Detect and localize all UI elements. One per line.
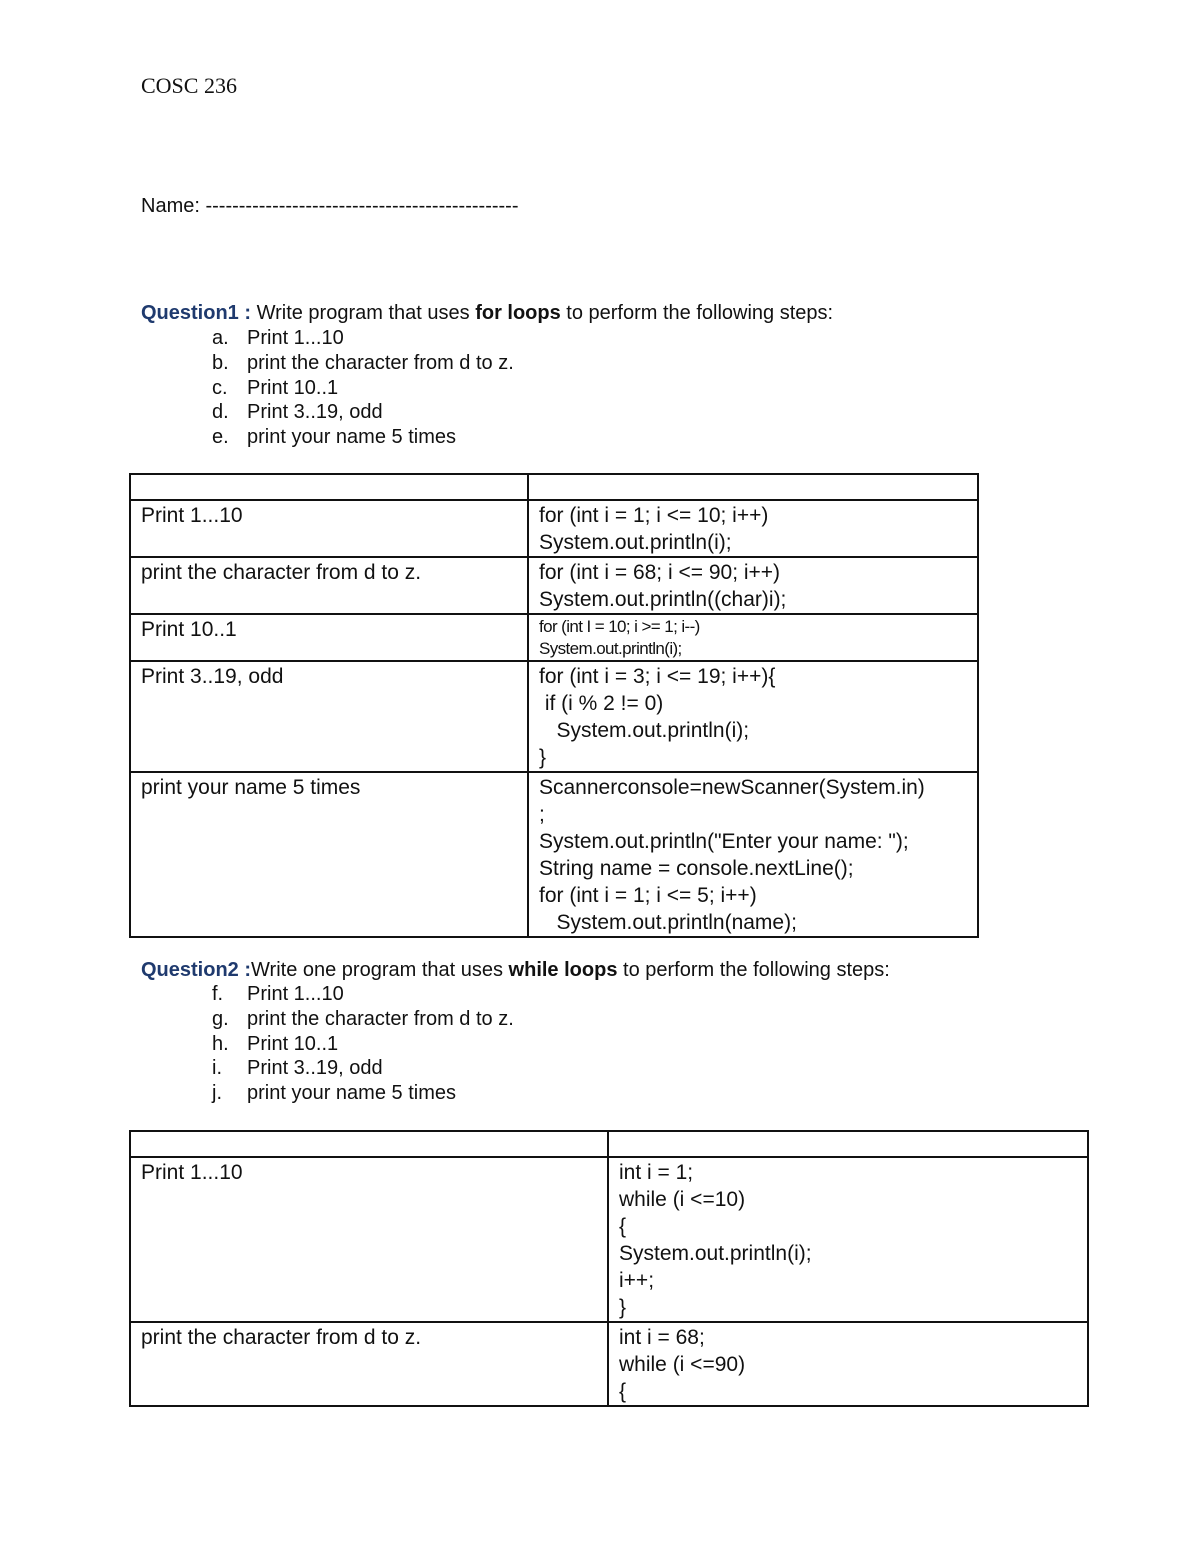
question1-text-after: to perform the following steps: — [560, 302, 834, 324]
list-item — [141, 982, 514, 1007]
question2-text-after: to perform the following steps: — [617, 959, 890, 981]
table-row — [130, 500, 978, 557]
code-line: String name = console.nextLine(); — [539, 857, 854, 880]
list-marker: i. — [212, 1057, 222, 1080]
list-item — [141, 400, 514, 425]
table-header-row — [130, 1131, 1088, 1157]
code-line: if (i % 2 != 0) — [539, 692, 664, 715]
list-marker: h. — [212, 1032, 229, 1055]
question2-label: Question2 : — [141, 959, 252, 981]
table-header-cell — [130, 474, 528, 500]
table-header-row — [130, 474, 978, 500]
list-marker: j. — [212, 1082, 222, 1105]
list-item — [141, 351, 514, 376]
code-line: System.out.println(i); — [539, 719, 750, 742]
code-line: } — [539, 746, 547, 769]
code-line: System.out.println("Enter your name: "); — [539, 830, 909, 853]
list-item-text: Print 1...10 — [247, 983, 344, 1005]
code-line: while (i <=90) — [619, 1353, 746, 1376]
task-cell: Print 1...10 — [130, 500, 528, 557]
code-line: for (int i = 1; i <= 5; i++) — [539, 884, 757, 907]
name-field-line: Name: ----------------------------------------------- — [141, 195, 519, 217]
code-line: } — [619, 1296, 627, 1319]
list-marker: b. — [212, 351, 229, 374]
list-item — [141, 1081, 514, 1106]
code-cell — [528, 500, 978, 557]
code-line: System.out.println(name); — [539, 911, 797, 934]
code-cell — [608, 1157, 1088, 1322]
list-item-text: Print 10..1 — [247, 376, 339, 399]
table-row — [130, 1322, 1088, 1406]
code-line: int i = 1; — [619, 1161, 694, 1184]
code-line: while (i <=10) — [619, 1188, 746, 1211]
list-item-text: print your name 5 times — [247, 426, 456, 449]
task-cell: print your name 5 times — [130, 772, 528, 937]
task-cell: print the character from d to z. — [130, 557, 528, 614]
code-line: { — [619, 1215, 627, 1238]
question1-prompt — [141, 300, 833, 326]
question1-answer-table — [129, 473, 979, 938]
list-item-text: print the character from d to z. — [247, 1007, 514, 1030]
task-cell: Print 10..1 — [130, 614, 528, 661]
code-cell — [528, 772, 978, 937]
table-header-cell — [608, 1131, 1088, 1157]
list-item — [141, 376, 514, 401]
code-cell — [528, 557, 978, 614]
list-marker: g. — [212, 1007, 229, 1030]
question1-text-before: Write program that uses — [251, 302, 476, 324]
code-line: for (int i = 1; i <= 10; i++) — [539, 504, 769, 527]
code-line: System.out.println((char)i); — [539, 588, 787, 611]
question1-emphasis: for loops — [475, 302, 561, 324]
code-line: i++; — [619, 1269, 655, 1292]
code-line: System.out.println(i); — [539, 531, 732, 554]
table-header-cell — [130, 1131, 608, 1157]
question2-steps-list — [141, 982, 514, 1106]
table-row — [130, 661, 978, 772]
list-marker: c. — [212, 376, 228, 399]
list-item-text: Print 1...10 — [247, 327, 344, 349]
list-item-text: Print 10..1 — [247, 1032, 339, 1055]
code-line: for (int i = 68; i <= 90; i++) — [539, 561, 781, 584]
question2-text-before: Write one program that uses — [251, 959, 509, 981]
code-line: ; — [539, 803, 545, 826]
list-marker: f. — [212, 983, 224, 1005]
list-item — [141, 326, 514, 351]
code-line: for (int I = 10; i >= 1; i--) — [539, 617, 700, 636]
question2-answer-table — [129, 1130, 1089, 1407]
table-row — [130, 614, 978, 661]
question1-steps-list — [141, 326, 514, 450]
code-cell — [528, 661, 978, 772]
code-line: { — [619, 1380, 627, 1403]
list-item-text: print the character from d to z. — [247, 351, 514, 374]
list-marker: a. — [212, 327, 229, 349]
task-cell: print the character from d to z. — [130, 1322, 608, 1406]
list-item-text: print your name 5 times — [247, 1082, 456, 1105]
course-title: COSC 236 — [141, 73, 237, 98]
list-marker: d. — [212, 401, 229, 424]
question2-emphasis: while loops — [508, 959, 618, 981]
list-item-text: Print 3..19, odd — [247, 1057, 383, 1080]
table-row — [130, 557, 978, 614]
code-cell — [528, 614, 978, 661]
table-header-cell — [528, 474, 978, 500]
list-item — [141, 1007, 514, 1032]
list-marker: e. — [212, 426, 229, 449]
list-item — [141, 1056, 514, 1081]
list-item — [141, 425, 514, 450]
code-line: int i = 68; — [619, 1326, 705, 1349]
list-item — [141, 1032, 514, 1057]
task-cell: Print 1...10 — [130, 1157, 608, 1322]
list-item-text: Print 3..19, odd — [247, 401, 383, 424]
code-line: System.out.println(i); — [539, 639, 682, 658]
code-cell — [608, 1322, 1088, 1406]
table-row — [130, 1157, 1088, 1322]
code-line: System.out.println(i); — [619, 1242, 812, 1265]
task-cell: Print 3..19, odd — [130, 661, 528, 772]
question2-prompt — [141, 957, 890, 983]
code-line: Scannerconsole=newScanner(System.in) — [539, 776, 925, 799]
code-line: for (int i = 3; i <= 19; i++){ — [539, 665, 776, 688]
question1-label: Question1 : — [141, 302, 252, 324]
table-row — [130, 772, 978, 937]
